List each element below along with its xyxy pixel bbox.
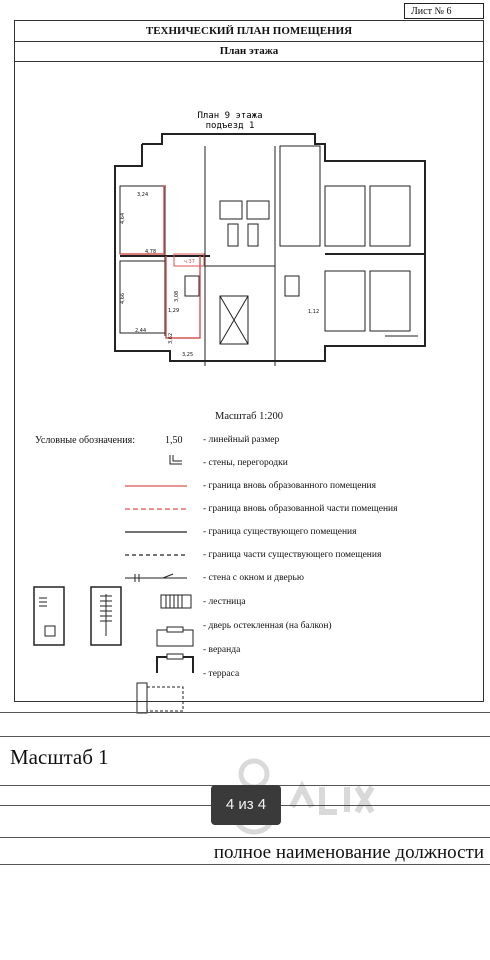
- dim-label: 3,08: [174, 290, 180, 302]
- dim-label: 3,25: [182, 352, 194, 358]
- legend-heading: Условные обозначения:: [35, 435, 136, 446]
- red-solid-line-icon: [125, 483, 187, 489]
- divider: [0, 864, 490, 865]
- document-frame: [14, 20, 484, 702]
- legend-item-text: - граница существующего помещения: [203, 527, 357, 537]
- plan-caption-line2: подъезд 1: [205, 121, 255, 131]
- divider: [0, 837, 490, 838]
- dim-label: 3,24: [137, 192, 149, 198]
- wall-window-door-icon: [125, 573, 187, 583]
- scale-label: Масштаб 1:200: [214, 411, 283, 422]
- legend-sample-value: 1,50: [165, 435, 183, 446]
- black-dashed-line-icon: [125, 552, 187, 558]
- plan-caption-line1: План 9 этажа: [197, 111, 263, 121]
- legend-item-text: - линейный размер: [203, 435, 280, 445]
- walls-icon: [165, 453, 185, 467]
- dim-label: 3,62: [168, 332, 174, 344]
- dim-label: 1,12: [308, 309, 320, 315]
- legend-item-text: - стена с окном и дверью: [203, 573, 304, 583]
- glazed-door-icon: [155, 626, 195, 648]
- document-title: ТЕХНИЧЕСКИЙ ПЛАН ПОМЕЩЕНИЯ: [15, 21, 483, 42]
- legend-item-text: - веранда: [203, 645, 241, 655]
- legend-item-text: - граница вновь образованной части помещения: [203, 504, 398, 514]
- document-subtitle: План этажа: [15, 41, 483, 62]
- black-solid-line-icon: [125, 529, 187, 535]
- divider: [0, 736, 490, 737]
- stairs-icon: [160, 594, 192, 610]
- dim-label: 1,29: [168, 308, 180, 314]
- legend-item-text: - дверь остекленная (на балкон): [203, 621, 332, 631]
- dim-label: 4,66: [120, 292, 126, 304]
- dim-label: 4,64: [120, 212, 126, 224]
- legend-item-text: - лестница: [203, 597, 246, 607]
- divider: [0, 712, 490, 713]
- dim-label: 2,44: [135, 328, 147, 334]
- sheet-number: Лист № 6: [404, 3, 484, 19]
- veranda-icon: [155, 653, 195, 675]
- legend-item-text: - граница вновь образованного помещения: [203, 481, 376, 491]
- stair-section-icon: [90, 586, 124, 648]
- stair-plan-icon: [33, 586, 67, 648]
- legend-item-text: - граница части существующего помещения: [203, 550, 382, 560]
- legend-item-text: - терраса: [203, 669, 240, 679]
- legend-item-text: - стены, перегородки: [203, 458, 288, 468]
- position-title-text: полное наименование должности: [213, 842, 484, 863]
- floor-plan: [100, 106, 430, 371]
- dim-label: 4,78: [145, 249, 157, 255]
- page-indicator[interactable]: 4 из 4: [211, 785, 281, 825]
- dim-label: ч.37: [184, 259, 195, 265]
- bottom-scale-text: Масштаб 1: [10, 745, 109, 769]
- red-dashed-line-icon: [125, 506, 187, 512]
- terrace-icon: [135, 681, 187, 715]
